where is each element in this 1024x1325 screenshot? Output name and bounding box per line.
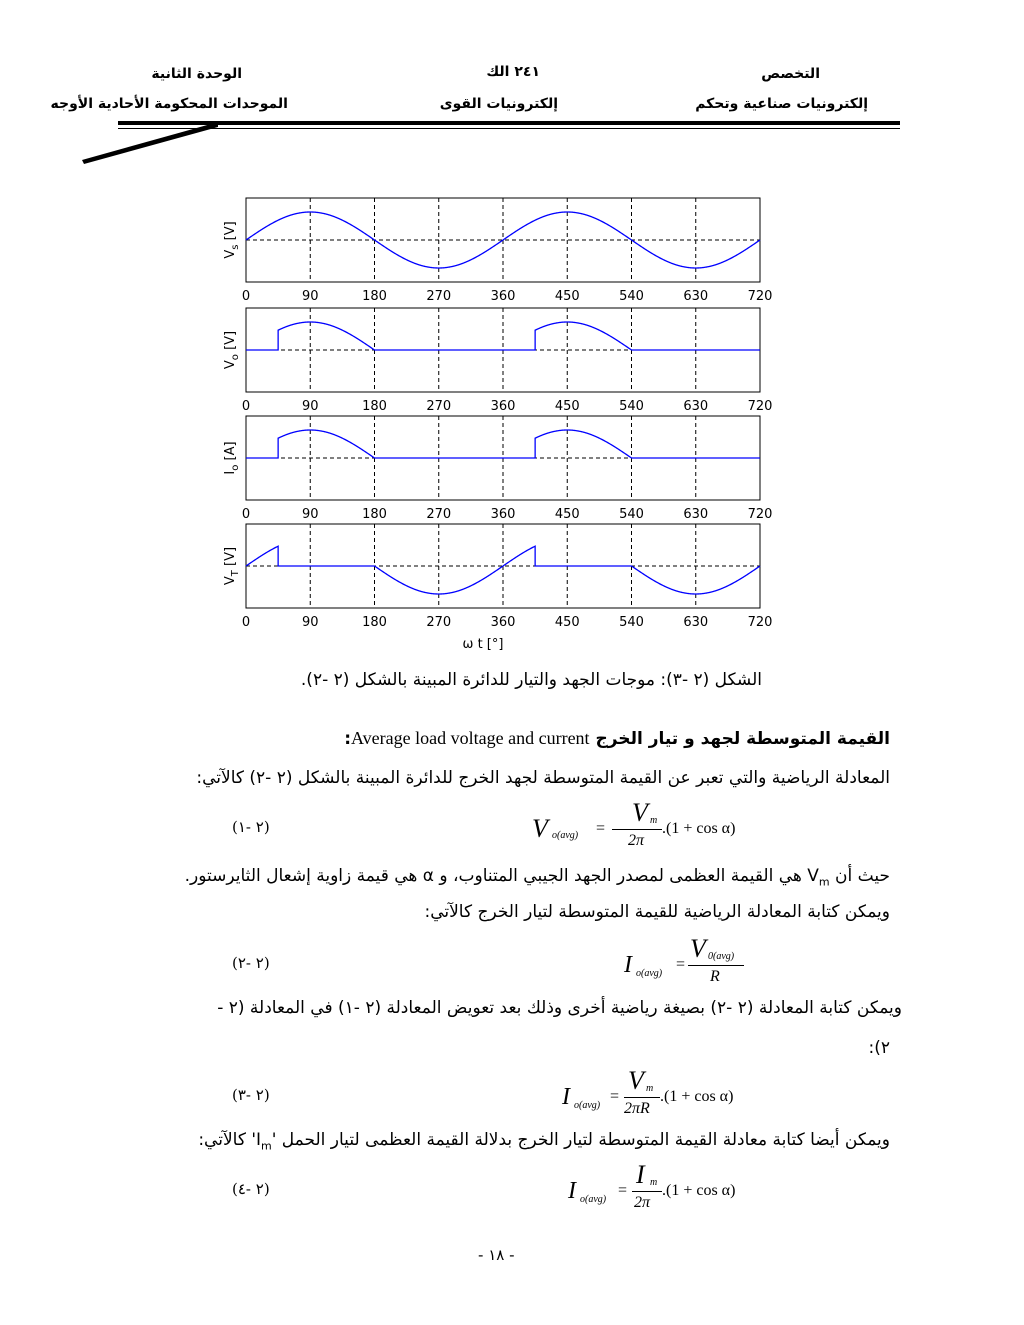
xtick-label-vt-360: 360	[490, 615, 516, 630]
section-heading-colon: :	[344, 729, 351, 749]
header-specialty-label: التخصص	[761, 66, 820, 82]
eq3-number: (٢ -٣)	[232, 1086, 270, 1104]
eq4-lhs: I	[568, 1178, 576, 1204]
header-unit-title: الموحدات المحكومة الأحادية الأوجه	[50, 96, 288, 112]
xtick-label-io-540: 540	[619, 507, 644, 522]
p5-sub: m	[261, 1139, 272, 1153]
ylabel-vt: $V_T$ [V]	[223, 546, 241, 586]
eq3-lhs-sub: o(avg)	[574, 1100, 601, 1111]
xtick-label-vt-270: 270	[426, 615, 452, 630]
eq1-tail: .(1 + cos α)	[662, 820, 736, 837]
paragraph-1: المعادلة الرياضية والتي تعبر عن القيمة المتوسطة لجهد الخرج للدائرة المبينة بالشكل (٢ -٢) كالآتي:	[196, 768, 890, 788]
xtick-label-vo-630: 630	[683, 399, 709, 414]
paragraph-4-cont: ٢):	[868, 1038, 890, 1058]
eq4-num: I	[636, 1160, 645, 1189]
paragraph-4: ويمكن كتابة المعادلة (٢ -٢) بصيغة رياضية أخرى وذلك بعد تعويض المعادلة (٢ -١) في المعادلة (٢ -	[217, 998, 902, 1018]
xaxis-label: ω t [°]	[462, 637, 504, 652]
xtick-label-vo-90: 90	[301, 399, 319, 414]
eq2-fraction-bar	[688, 965, 744, 966]
xtick-label-vt-540: 540	[619, 615, 644, 630]
eq2-number: (٢ -٢)	[232, 954, 270, 972]
p5-part-b: ' كالآتي:	[198, 1130, 256, 1150]
eq3-fraction-bar	[624, 1097, 660, 1098]
section-heading-ar: القيمة المتوسطة لجهد و تيار الخرج	[595, 729, 890, 749]
xtick-label-io-270: 270	[426, 507, 452, 522]
paragraph-2	[185, 866, 890, 888]
eq2-lhs: I	[624, 952, 632, 978]
xtick-label-io-450: 450	[554, 507, 580, 522]
xtick-label-vt-90: 90	[301, 615, 319, 630]
eq1-lhs: V	[532, 814, 548, 843]
paragraph-5	[198, 1130, 890, 1152]
p2-part-a: حيث أن V	[807, 866, 890, 886]
eq1-num-sub: m	[650, 815, 658, 826]
section-heading	[344, 728, 890, 749]
p5-part-a: ويمكن أيضا كتابة معادلة القيمة المتوسطة لتيار الخرج بدلالة القيمة العظمى لتيار الحمل 'I	[256, 1130, 890, 1150]
eq4-equals: =	[618, 1182, 628, 1199]
xtick-label-vo-540: 540	[619, 399, 644, 414]
xtick-label-io-90: 90	[301, 507, 319, 522]
paragraph-3: ويمكن كتابة المعادلة الرياضية للقيمة المتوسطة لتيار الخرج كالآتي:	[424, 902, 890, 922]
xtick-label-vs-630: 630	[683, 289, 709, 304]
ylabel-vo: $V_o$ [V]	[223, 330, 241, 370]
eq4-tail: .(1 + cos α)	[662, 1182, 736, 1199]
eq3-den: 2πR	[624, 1100, 650, 1117]
eq3-num-sub: m	[646, 1083, 654, 1094]
section-heading-en: Average load voltage and current	[351, 728, 590, 748]
eq4-fraction-bar	[632, 1191, 662, 1192]
xtick-label-io-630: 630	[683, 507, 709, 522]
eq3-tail: .(1 + cos α)	[660, 1088, 734, 1105]
xtick-label-vt-720: 720	[747, 615, 773, 630]
page-number: - ١٨ -	[478, 1246, 515, 1264]
xtick-label-vo-270: 270	[426, 399, 452, 414]
eq4-den: 2π	[634, 1194, 651, 1211]
xtick-label-io-720: 720	[747, 507, 773, 522]
xtick-label-vs-720: 720	[747, 289, 773, 304]
header-unit-label: الوحدة الثانية	[151, 66, 242, 82]
header-course-code: ٢٤١ الك	[486, 64, 540, 80]
eq2-equals: =	[676, 956, 686, 973]
xtick-label-vs-90: 90	[301, 289, 319, 304]
eq1-equals: =	[596, 820, 606, 837]
xtick-label-vt-0: 0	[241, 615, 251, 630]
figure-caption: الشكل (٢ -٣): موجات الجهد والتيار للدائرة المبينة بالشكل (٢ -٢).	[300, 670, 762, 690]
ylabel-vs: $V_s$ [V]	[223, 221, 241, 259]
xtick-label-io-0: 0	[241, 507, 251, 522]
xtick-label-vo-450: 450	[554, 399, 580, 414]
eq2-lhs-sub: o(avg)	[636, 968, 663, 979]
header-specialty-value: إلكترونيات صناعية وتحكم	[695, 96, 868, 112]
xtick-label-vs-360: 360	[490, 289, 516, 304]
xtick-label-vs-0: 0	[241, 289, 251, 304]
xtick-label-vs-450: 450	[554, 289, 580, 304]
header-course-name: إلكترونيات القوى	[439, 96, 558, 112]
eq2-den: R	[710, 968, 720, 985]
eq3-equals: =	[610, 1088, 620, 1105]
p2-part-b: هي القيمة العظمى لمصدر الجهد الجيبي المتناوب، و α هي قيمة زاوية إشعال الثايرستور.	[184, 866, 808, 886]
xtick-label-io-360: 360	[490, 507, 516, 522]
xtick-label-io-180: 180	[362, 507, 387, 522]
eq1-number: (٢ -١)	[232, 818, 270, 836]
header-rule-thick	[118, 121, 900, 125]
xtick-label-vt-180: 180	[362, 615, 387, 630]
header-rule-thin	[118, 128, 900, 129]
eq3-num: V	[628, 1066, 644, 1095]
xtick-label-vt-630: 630	[683, 615, 709, 630]
eq2-num-sub: 0(avg)	[708, 951, 735, 962]
eq1-fraction-bar	[612, 829, 662, 830]
xtick-label-vo-180: 180	[362, 399, 387, 414]
xtick-label-vs-540: 540	[619, 289, 644, 304]
xtick-label-vs-270: 270	[426, 289, 452, 304]
xtick-label-vt-450: 450	[554, 615, 580, 630]
xtick-label-vo-720: 720	[747, 399, 773, 414]
eq2-num: V	[690, 934, 706, 963]
eq1-den: 2π	[628, 832, 645, 849]
xtick-label-vo-0: 0	[241, 399, 251, 414]
eq1-lhs-sub: o(avg)	[552, 830, 579, 841]
waveform-figure	[200, 190, 800, 660]
eq4-lhs-sub: o(avg)	[580, 1194, 607, 1205]
eq3-lhs: I	[562, 1084, 570, 1110]
p2-sub: m	[818, 875, 830, 889]
eq1-num: V	[632, 798, 648, 827]
header-swoosh	[80, 118, 220, 166]
xtick-label-vo-360: 360	[490, 399, 516, 414]
xtick-label-vs-180: 180	[362, 289, 387, 304]
ylabel-io: $I_o$ [A]	[223, 441, 241, 475]
eq4-num-sub: m	[650, 1177, 658, 1188]
eq4-number: (٢ -٤)	[232, 1180, 270, 1198]
